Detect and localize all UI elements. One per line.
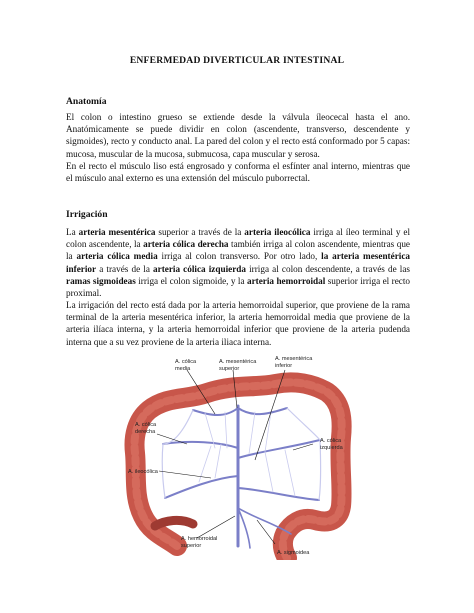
bold-term: ramas sigmoideas [66,275,136,286]
bold-term: arteria cólica derecha [143,239,229,250]
bold-term: arteria hemorroidal [246,275,326,286]
text-run: a través de la [96,263,154,274]
label-hemorroidal-superior-1: A. hemorroidal [181,536,218,542]
label-colica-izquierda-2: izquierda [320,445,343,451]
label-mesenterica-superior-1: A. mesentérica [219,359,257,365]
label-mesenterica-inferior-2: inferior [275,363,293,369]
document-title: ENFERMEDAD DIVERTICULAR INTESTINAL [129,55,345,66]
bold-term: arteria cólica media [76,251,158,262]
text-run: irriga al colon descendente, a través de las [246,263,410,274]
text-run: también irriga al colon ascendente, mientras que la [66,239,410,262]
paragraph-irrigacion-2: La irrigación del recto está dada por la arteria hemorroidal superior, que proviene de la rama terminal de la arteria mesentérica inferior, la arteria hemorroidal media que proviene de la arteria ilíaca interna, y la arteria hemorroidal inferior que proviene de la arteria pudenda interna que a su vez proviene de la arteria iliaca interna. [66,300,410,347]
section-heading-anatomia: Anatomía [66,96,107,107]
colon-blood-supply-figure [115,348,360,560]
section-heading-irrigacion: Irrigación [66,209,108,220]
paragraph-anatomia-1: El colon o intestino grueso se extiende desde la válvula íleocecal hasta el ano. Anatómicamente se puede dividir en colon (ascendente, transverso, descendente y sigmoides), recto y conducto anal. La pared del colon y el recto está conformado por 5 capas: mucosa, muscular de la mucosa, submucosa, capa muscular y serosa. [66,112,410,159]
text-run: superior a través de la [155,227,245,237]
paragraph-irrigacion-1 [66,226,410,299]
text-run: superior irriga el recto proximal. [66,275,410,299]
text-run: irriga al íleo terminal y el colon ascendente, la [66,227,411,250]
label-colica-media-2: media [175,366,191,372]
text-run: irriga al colon transverso. Por otro lado, [157,251,322,262]
label-colica-izquierda-1: A. cólica [320,438,342,444]
bold-term: la arteria mesentérica inferior [66,251,410,274]
text-run: irriga el colon sigmoide, y la [135,275,247,286]
label-ileocolica: A. ileocólica [128,469,158,475]
paragraph-anatomia-2: En el recto el músculo liso está engrosado y conforma el esfínter anal interno, mientras que el músculo anal externo es una extensión del músculo puborrectal. [66,161,410,184]
label-colica-derecha-2: derecha [135,429,156,435]
text-run: La [66,227,79,237]
label-mesenterica-superior-2: superior [219,366,240,372]
colon-illustration [115,348,360,560]
label-sigmoidea: A. sigmoidea [277,550,310,556]
bold-term: arteria cólica izquierda [153,263,247,274]
label-hemorroidal-superior-2: superior [181,543,202,549]
bold-term: arteria ileocólica [244,227,311,237]
label-colica-media-1: A. cólica [175,359,197,365]
label-colica-derecha-1: A. cólica [135,422,157,428]
label-mesenterica-inferior-1: A. mesentérica [275,356,313,362]
bold-term: arteria mesentérica [78,227,156,237]
